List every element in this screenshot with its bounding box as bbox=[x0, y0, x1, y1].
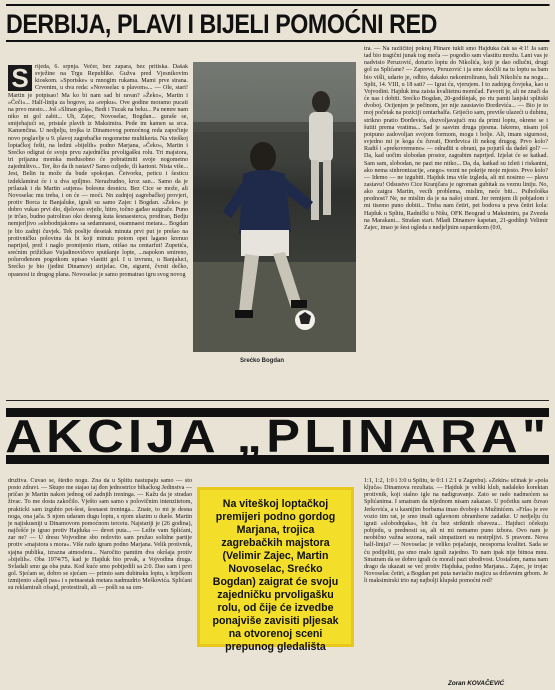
dropcap: S bbox=[8, 65, 32, 91]
photo-caption: Srećko Bogdan bbox=[240, 358, 285, 364]
article-column-right bbox=[364, 46, 548, 398]
divider bbox=[6, 400, 549, 401]
page-title: DERBIJA, PLAVI I BIJELI POMOĆNI RED bbox=[6, 4, 550, 42]
player-photo bbox=[193, 62, 356, 352]
article-column-left bbox=[8, 64, 188, 396]
section-title-text: AKCIJA „PLINARA" bbox=[4, 410, 551, 462]
blurb-text: Na viteškoj loptačkoj premijeri podno gordog Marjana, trojica zagrebačkih majstora (Velimir Zajec, Martin Novoselac, Srećko Bogdan) zaigrat će svoju zajedničku prvoligašku rolu, od čije će izvedbe ponajviše zavisiti pljesak na otvorenoj sceni prepunog gledališta bbox=[212, 498, 339, 653]
article-text-right: tra. — Na različitoj pokraj Plinare tukli smo Hajduka čak sa 4:1! Ja sam tad bio tragični junak tog meča — pogodio sam vlastitu mrežu. Lani vas je nadvisio Peruzović, doturio loptu do Nikolića, koji je dao odlučni, drugi gol za Splićane? — Zaprevo, Peruzović i ja smo skočili na tu loptu sa bam bio višli, udario je, odbio, dakako nekontroliranu, bali Nikoliću na nogu... Split, 14. VIII, u 18 sati? — Igrat ću, vjerujem. I to zadnjeg čovjeka, kao u Vojvodini. Hajduk ima zaista kvalitetnu momčad. Favorit je, ali ne znači da će nas i dobiti. Srećko Bogdan, 20-godišnjak, po riu pamti lanjski splitski dvoboj. Ocijenjen je pečinom, jer nije zaustavio Đorđevića... — Bio je to moj početak na poziciji centarhalfa. Grijećio sam, previše ulazeći u dubinu, strikno pratio Đorđevića, dozvoljavajući mu da primi loptu, okrene se i šutiti prema vratima... Sad je sasvim druga pjesma. Iskreno, nisam još potpuno zadovoljan svojom formom, mogu i bolje. Ali, imam sigurnost, svjedno mi je koga ću čuvati, Đorđevica ili nekog drugog. Prvo kolo? Radiš i »prekovremeno« — odrađiti u obrani, pa pojuriš da dadeš gol? — Da, kad uočim slobodan prostor, zagrabim naprijed. Izjelat će se katkad. Sam sam, slobodan, ne pazi me nitko... Da, da, katkad su izleti i riskantni, ako nema sinhronizacije, »nego« vezni ne pokrije moje mjesto. Prvo kolo? — Idemo — ne izgubiti. Hajduk ima više izgleda, ali mi nosimo — plavu zastavu! Odsustvo Cice Kranjčara je ogroman gubitak za veznu liniju. No, ako zaigra Martin, vecih problema, mislim, neće biti... Psihološka prednost? Ne, ne mislim da je na našoj strani. Jer remijem ili pobjadom i mi tisemo puno dobiti... Treba nam četiri, pet bodova u prva četiri kola: Hajduk u Splitu, Radnički u Nišu, OFK Beograd u Maksimiru, pa Zvezda na Marakani... Strašan start. Mladi Dinamov kapetan, 21-godišnji Velimir Zajec, imao je šest ogleda s nedjeljnim suparnikom (0:0, bbox=[364, 46, 548, 231]
article-text-left: rijeda, 6. srpnja. Večer, bez zapara, bez pritiska. Dašak svježine na Trgu Republike. Gužva pred Vjesnikovim kioskom. »Sportske« u mnogim rukama. Mami prve strana. Crvenim, u dva reda: »Novoselac u plavom«... — Ole, stari! Martin je potpisao! Ma ko bi nam sad bi ravan? »Žeko«, Martin i »Čeči«... Half-linija za bogove, za »repku«. Ove godine moramo pucati na prvo mesto... Još »Slinan gola«, Bedi i Tucak na beku... Pa nemre nam niko ni gol zabit... Uh, Zajec, Novoselac, Bogdan... guraše se, smijehajući se, pristale plavih iz Maksimira. Pede im kamen sa srca. Kamenčina. U nedjelju, trojka iz Dinamovog pomoćnog reda započinje novo poglavlje u 9. plavoj zagrebačke nogometne multikerta. Na viteškoj loptačkoj fešti, na ledini »bijelih« podno Marjana, »Čeko«, Martin i Srećko odigrat će svoju prvu zajedničku prvoligašku rolu. Tri majstora, tri prijazna momka međusobno će pobratimiti svoje nogometno zajedništvo... Ter, što da ih rastavi? Samo ozljede, ili kartoni. Nista više... Jest, Belin tu može da bude spokojan. Četvorku, peticu i šesticu izdeklamirat će i u dva spiljmo. Nerazbudno, kroz san... Samo da je prilazak i da Martin »utjera« bolesnu desnicu. Bez Cice se može, ali Novoselac mu treba, i on će — moći. Nn zadnjoj zagrebačkoj provjeri, protiv Borca iz Banjaluke, igrali su samo Zajec i Bogdan. »Žeko« je dobro vukao prvi dio, djelovao svježe, hitro, točno gađao suigrače. Puno je trčao, budno patrolirao oko desnog kuta šesnaesterca, prodirao, Bedju nemjerljivo »slobodnjakom« sa sedamnaest, osamnaest metara... Bogdan je bio zadnji čuvjek. Tek poslije desetak minuta prvi put je prešao na protivničku polovinu da bi koji minutu potom opet lagano krenuo naprijed, prež i naglo promijenio ritam, otišao na centarfut! Zupetića, srećnim prižićkao Vujadinovičevo sputšanje lopte, ...napokon smireno, polurođenom pogotkom upisao vlastiti gol. I u izvrsnu, u Banjaluci, Srećko je bio (jedini Dinamov) strijelac. On, sigurni, čvrsti dečko, opasnost iz drugog plana. Novoselac je samo promatrao igru svog novog bbox=[8, 64, 188, 278]
player-photo-illustration bbox=[193, 62, 356, 352]
article-text-bottom-left: druživa. Čuvao se, štedio nogu. Zna da u Splitu nastupaju samo — sto posto zdravi. — Skupo me stajao taj đon jednostrice bihaćkog Jedinstva — pričao je Martin nakon jednog od zadnjih treninga. — Kažu da je stradao živac. To me dosta zakočilo. Vješto sam samo s polovičnim intenzitetom, prakticki sam izgubio pet-šest, šesnaest treninga... Znate, to mi je desna noga, ona jača. S njom udaram dugu loptu, s njom ulazim u duele. Martin je najiskusniji u Dinamovom pomoćnom tercetu. Najstariji je (26 godina), najčešće je igrao protiv Hajduka — devet puta... — Ležte vam Splićani, zar ne? — U dresu Vojvodine sbo redovito sam pružao solidne partije protiv »majstora s mora«. Više rado igram podno Marjana. Velik protivnik, sjajna publika, izrazna atmosfera... Naročito pamtim dva okršaja protiv »bijelih«. Oba 1974/75, kad je Hajduk bio prvak, a Vojvodina druga. Svladali smo ga oba puta. Kod kuće smo pobijedili sa 2:0. Dao sam i prvi gol. Sjećam se, dobro se sjećam — primio sam dubinsku loptu, s hrpčkom izmijenio »žapli pas« i s petnaestak metara nadmudrio Meškovića. Splićani su reklamirali ofsajd, protestirali, ali — pošli su sa cen- bbox=[8, 478, 192, 592]
article-column-bottom-right bbox=[364, 478, 548, 678]
highlight-blurb bbox=[197, 487, 354, 653]
section-title bbox=[6, 408, 549, 464]
article-text-bottom-right: 1:1, 1:2, 1:0 i 3:0 u Splitu, te 0:1 i 2:1 u Zagrebu). »Žekin« učinak je »pola ključa« Dinamova rezultata. — Hajduk je veliki klub, nadaleko korektan protivnik, koji stalno igle na nadigravanje. Zato se rado nadmećem sa Splićanima. I smatram da nijednom nisam zakazao. U početku sam čuvao Jerkovića, a u kasnijim borbama imao dvoboje s Mužinićem. »Frla« je sve vozio tim rat, je smo imali uglavnom obrambene zadatke. U nedjelju ću igrati »slobodnjaka«, bit ću bez striktnih obaveza... Hajduci očekuju pobjedu, u prednosti su, ali ni mi nemamo puno izbora. Ovo nam je neobično važna sezona, naši simpatizeri su nestrpljivi. S pravom. Nova half-linija? — Novoselac je veliko pojačanje, neosporna kvalitet. Sada se ću podijeliti, pa smo malo igrali zajedno. To nam ipak nije bitnoa mnu. Smatram da se dobro igrali će morali pazi ubodivost. Uostalom, nama nam drago da ukazati se već protiv Hajduka, podno Marjana... Zajec, je trojac Novoselac četiri, a Bogdan pet puta naviačio majicu sa državnim grbom. Je li maksimirski trio naj najbolji klupski pomoćni red? bbox=[364, 478, 548, 585]
article-column-bottom-left bbox=[8, 478, 192, 684]
author-byline: Zoran KOVAČEVIĆ bbox=[448, 680, 505, 687]
